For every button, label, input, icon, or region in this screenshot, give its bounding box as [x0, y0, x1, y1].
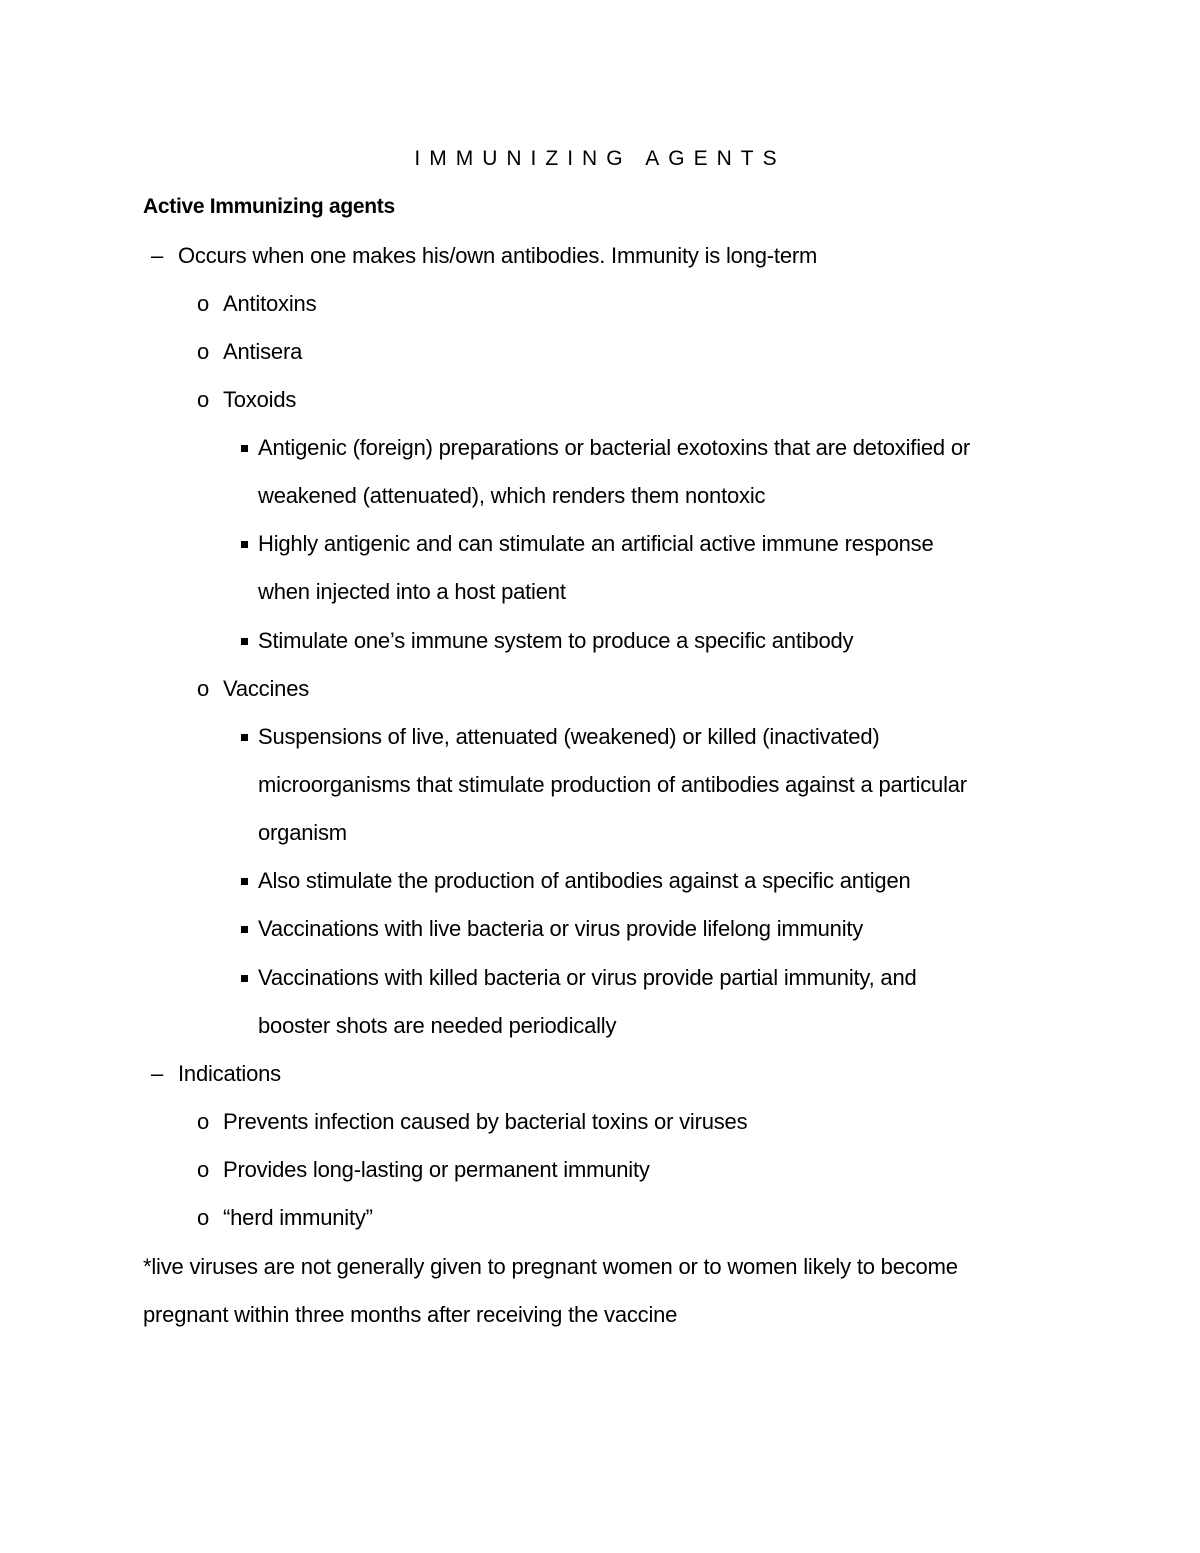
- square-bullet: [241, 541, 248, 548]
- list-item-toxoid-1: Antigenic (foreign) preparations or bacterial exotoxins that are detoxified or: [258, 435, 971, 460]
- document-title: IMMUNIZING AGENTS: [414, 147, 786, 170]
- square-bullet: [241, 926, 248, 933]
- list-item-vaccine-1-cont2: organism: [258, 820, 347, 845]
- circle-bullet: o: [197, 291, 210, 316]
- list-item-vaccine-3: Vaccinations with live bacteria or virus provide lifelong immunity: [258, 916, 864, 941]
- list-item-vaccines: Vaccines: [223, 676, 310, 701]
- square-bullet: [241, 975, 248, 982]
- list-item-vaccine-4: Vaccinations with killed bacteria or virus provide partial immunity, and: [258, 965, 917, 990]
- list-item-indication-1: Prevents infection caused by bacterial toxins or viruses: [223, 1109, 748, 1134]
- list-item-vaccine-1: Suspensions of live, attenuated (weakened) or killed (inactivated): [258, 724, 880, 749]
- list-item-vaccine-1-cont: microorganisms that stimulate production of antibodies against a particular: [258, 772, 967, 797]
- list-item-toxoid-1-cont: weakened (attenuated), which renders them nontoxic: [258, 483, 766, 508]
- list-item-antisera: Antisera: [223, 339, 303, 364]
- list-item-indications: Indications: [178, 1061, 281, 1086]
- list-item-antitoxins: Antitoxins: [223, 291, 317, 316]
- square-bullet: [241, 445, 248, 452]
- dash-bullet: –: [151, 243, 164, 268]
- square-bullet: [241, 878, 248, 885]
- list-item-indication-2: Provides long-lasting or permanent immunity: [223, 1157, 650, 1182]
- list-item-vaccine-4-cont: booster shots are needed periodically: [258, 1013, 617, 1038]
- circle-bullet: o: [197, 1109, 210, 1134]
- circle-bullet: o: [197, 339, 210, 364]
- dash-bullet: –: [151, 1061, 164, 1086]
- circle-bullet: o: [197, 387, 210, 412]
- footnote-line-2: pregnant within three months after receiving the vaccine: [143, 1302, 678, 1327]
- square-bullet: [241, 638, 248, 645]
- list-item-toxoids: Toxoids: [223, 387, 297, 412]
- list-item-vaccine-2: Also stimulate the production of antibodies against a specific antigen: [258, 868, 911, 893]
- circle-bullet: o: [197, 1157, 210, 1182]
- footnote-line-1: *live viruses are not generally given to pregnant women or to women likely to become: [143, 1254, 958, 1279]
- square-bullet: [241, 734, 248, 741]
- circle-bullet: o: [197, 676, 210, 701]
- section-heading: Active Immunizing agents: [143, 195, 395, 218]
- list-item-occurs: Occurs when one makes his/own antibodies. Immunity is long-term: [178, 243, 818, 268]
- circle-bullet: o: [197, 1205, 210, 1230]
- list-item-toxoid-2: Highly antigenic and can stimulate an artificial active immune response: [258, 531, 934, 556]
- list-item-toxoid-3: Stimulate one’s immune system to produce a specific antibody: [258, 628, 854, 653]
- list-item-indication-3: “herd immunity”: [223, 1205, 373, 1230]
- list-item-toxoid-2-cont: when injected into a host patient: [258, 579, 566, 604]
